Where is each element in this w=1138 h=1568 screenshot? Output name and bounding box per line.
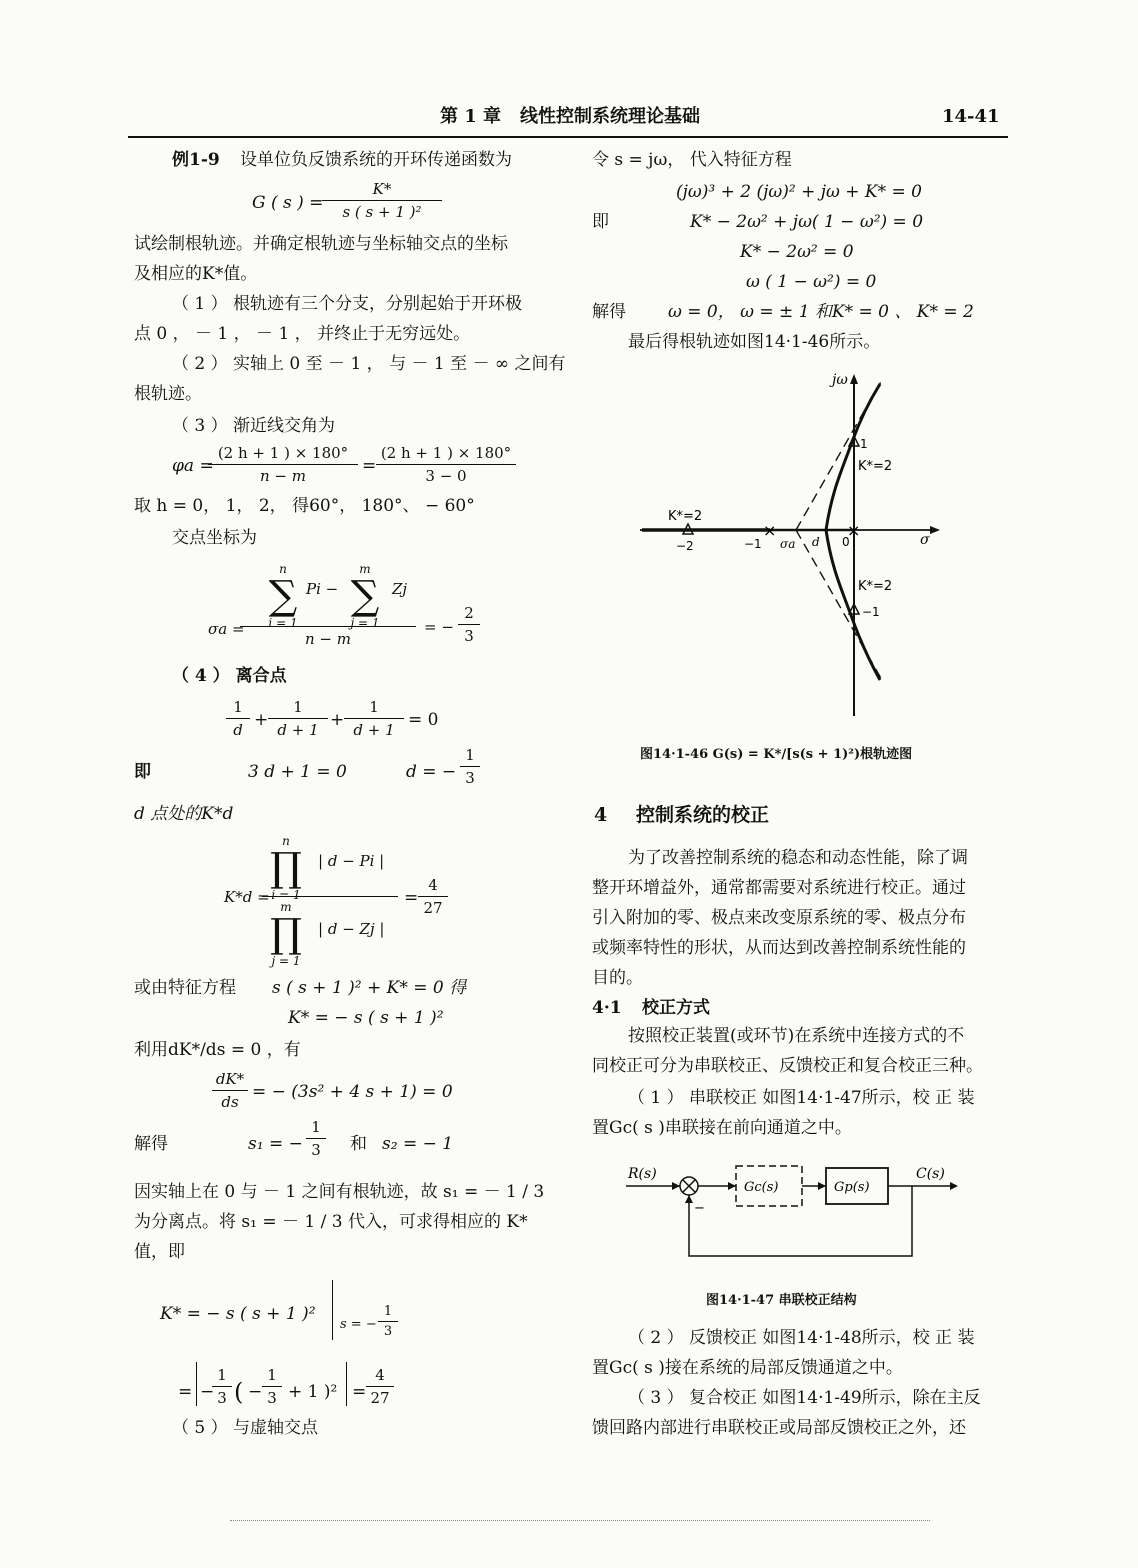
k1-at-den: 3 [383, 1324, 393, 1339]
sum-2-top: m [359, 562, 371, 576]
fig46-caption: 图14·1-46 G(s) = K*/[s(s + 1)²)根轨迹图 [640, 747, 913, 762]
sum-2-term: Zj [392, 580, 408, 598]
s1-lhs: s₁ = − [248, 1134, 303, 1154]
fraction-bar [458, 624, 480, 625]
k2-result [366, 1366, 394, 1407]
feedback-path [689, 1186, 912, 1256]
para2-line2: 同校正可分为串联校正、反馈校正和复合校正三种。 [592, 1056, 983, 1076]
k2-a-den: 3 [217, 1389, 227, 1407]
task-line-2: 及相应的K*值。 [134, 264, 258, 284]
sigma-lhs: σa = [208, 620, 245, 638]
k2-result-num: 4 [375, 1366, 385, 1384]
d-value-fraction [460, 746, 480, 787]
fraction-bar [366, 1386, 394, 1387]
d-frac-1 [226, 698, 250, 739]
pole-minus-one: × [763, 521, 777, 540]
eval-bar [332, 1280, 333, 1340]
fraction-bar [208, 464, 358, 465]
prod-2-bottom: j = 1 [271, 954, 301, 968]
because-line-3: 值，即 [134, 1242, 185, 1262]
k2-a-fraction [212, 1366, 232, 1407]
section-title: 控制系统的校正 [636, 804, 770, 826]
root-locus-figure [620, 360, 950, 730]
sum-1-bottom: i = 1 [268, 616, 298, 630]
output-label: C(s) [916, 1166, 945, 1182]
kd-value-num: 4 [428, 876, 438, 894]
kd-fraction-bar [262, 896, 398, 897]
k2-b-num: 1 [267, 1366, 277, 1384]
chapter-title: 线性控制系统理论基础 [520, 106, 700, 127]
eq-3: K* − 2ω² = 0 [740, 242, 854, 262]
kd-value-den: 27 [423, 899, 443, 917]
gs-den: s ( s + 1 )² [342, 203, 422, 221]
step-1-line-b: 点 0 ， － 1 ， － 1 ， 并终止于无穷远处。 [134, 324, 471, 344]
k2-eq: = [352, 1382, 367, 1402]
para1-line5: 目的。 [592, 968, 643, 988]
label-minus-two: −2 [676, 539, 694, 553]
para1-line4: 或频率特性的形状，从而达到改善控制系统性能的 [592, 938, 966, 958]
input-arrow [672, 1182, 680, 1190]
para3-line2: 置Gc( s )串联接在前向通道之中。 [592, 1118, 852, 1138]
para2-line1: 按照校正装置(或环节)在系统中连接方式的不 [628, 1026, 965, 1046]
ji-label-right: 即 [592, 212, 609, 232]
gs-num: K* [372, 180, 392, 198]
d-frac-1-den: d [233, 721, 243, 739]
sigma-den: n − m [305, 630, 351, 648]
fraction-bar [378, 1321, 398, 1322]
d-value-den: 3 [465, 769, 475, 787]
eq-4: ω ( 1 − ω²) = 0 [746, 272, 877, 292]
d-frac-2-num: 1 [293, 698, 303, 716]
bottom-rule [230, 1520, 930, 1521]
sum-to-gc-arrow [728, 1182, 736, 1190]
abs-bar-right [346, 1362, 347, 1406]
fraction-bar [460, 766, 480, 767]
input-label: R(s) [628, 1166, 657, 1182]
fraction-bar [262, 1386, 282, 1387]
d-frac-3 [344, 698, 404, 739]
ji-eq: 3 d + 1 = 0 [248, 762, 347, 782]
prod-2-term: | d − Zj | [318, 920, 385, 938]
kd-value [418, 876, 448, 917]
gs-fraction [322, 180, 442, 221]
phi-num-1: (2 h + 1 ) × 180° [217, 444, 349, 462]
jw-label: jω [832, 372, 848, 388]
fraction-bar [306, 1138, 326, 1139]
dk-num: dK* [215, 1070, 245, 1088]
sum-symbol: ∑ [268, 573, 298, 619]
s1-num: 1 [311, 1118, 321, 1136]
para1-line3: 引入附加的零、极点来改变原系统的零、极点分布 [592, 908, 966, 928]
phi-num-2: (2 h + 1 ) × 180° [380, 444, 512, 462]
sum-2-bottom: j = 1 [350, 616, 380, 630]
fraction-bar [344, 718, 404, 719]
kd-lhs: K*d = [224, 888, 270, 906]
para3-line1: （ 1 ） 串联校正 如图14·1-47所示，校 正 装 [628, 1088, 975, 1108]
chapter-number: 第 1 章 [440, 106, 502, 127]
k2-b-den: 3 [267, 1389, 277, 1407]
solution: ω = 0， ω = ± 1 和K* = 0 、 K* = 2 [668, 302, 974, 322]
series-compensation-diagram [620, 1160, 970, 1270]
dk-rhs: = − (3s² + 4 s + 1) = 0 [252, 1082, 453, 1102]
because-line-1: 因实轴上在 0 与 － 1 之间有根轨迹，故 s₁ = － 1 / 3 [134, 1182, 545, 1202]
fraction-bar [418, 896, 448, 897]
k2-lhs: = [178, 1382, 193, 1402]
feedback-arrow [685, 1195, 693, 1203]
phi-fraction-2 [376, 444, 516, 485]
k1-at-fraction [378, 1304, 398, 1339]
imag-axis-arrow [850, 374, 858, 384]
d-frac-3-num: 1 [369, 698, 379, 716]
step-5: （ 5 ） 与虚轴交点 [172, 1418, 319, 1438]
para5-line2: 馈回路内部进行串联校正或局部反馈校正之外，还 [592, 1418, 966, 1438]
gc-to-gp-arrow [818, 1182, 826, 1190]
section-number: 4 [594, 804, 608, 826]
pole-origin: × [847, 521, 861, 540]
d-value-num: 1 [465, 746, 475, 764]
prod-1-top: n [282, 834, 290, 848]
step-2-line-b: 根轨迹。 [134, 384, 202, 404]
page-number: 14-41 [942, 106, 1000, 127]
gp-label: Gp(s) [834, 1180, 870, 1195]
output-arrow [950, 1182, 958, 1190]
kd-eq: = [404, 888, 419, 908]
k2-result-den: 27 [370, 1389, 390, 1407]
sum-2 [340, 562, 390, 630]
para1-line1: 为了改善控制系统的稳态和动态性能，除了调 [628, 848, 968, 868]
phi-eq: = [362, 456, 377, 476]
dk-den: ds [221, 1093, 239, 1111]
eq-1: (jω)³ + 2 (jω)² + jω + K* = 0 [676, 182, 923, 202]
plus-1: + [254, 710, 269, 730]
solve-label-right: 解得 [592, 302, 626, 322]
k2-minus-2: − [248, 1382, 263, 1402]
sum-1-top: n [279, 562, 287, 576]
fraction-bar [212, 1386, 232, 1387]
label-minus-one-axis: −1 [744, 537, 762, 551]
because-line-2: 为分离点。将 s₁ = － 1 / 3 代入，可求得相应的 K* [134, 1212, 528, 1232]
final-sentence: 最后得根轨迹如图14·1-46所示。 [628, 332, 881, 352]
para4-line1: （ 2 ） 反馈校正 如图14·1-48所示，校 正 装 [628, 1328, 975, 1348]
prod-2 [266, 900, 306, 968]
k1-at: s = − [340, 1317, 377, 1332]
para5-line1: （ 3 ） 复合校正 如图14·1-49所示，除在主反 [628, 1388, 981, 1408]
d-frac-2 [268, 698, 328, 739]
example-label: 例1-9 [172, 150, 220, 170]
kstar-top-label: K*=2 [858, 459, 893, 474]
fig47-caption: 图14·1-47 串联校正结构 [706, 1293, 857, 1308]
kd-label: d 点处的K*d [134, 804, 234, 824]
fraction-bar [268, 718, 328, 719]
sum-1-term: Pi − [306, 580, 339, 598]
k2-b-fraction [262, 1366, 282, 1407]
prod-symbol: ∏ [270, 845, 302, 891]
d-frac-2-den: d + 1 [277, 721, 319, 739]
k2-mid: + 1 )² [288, 1382, 338, 1402]
s1-fraction [306, 1118, 326, 1159]
d-frac-3-den: d + 1 [353, 721, 395, 739]
para4-line2: 置Gc( s )接在系统的局部反馈通道之中。 [592, 1358, 903, 1378]
sigma-fraction-bar [240, 626, 416, 627]
minus-sign: − [694, 1201, 705, 1216]
gs-lhs: G ( s ) = [252, 193, 324, 213]
s2-value: s₂ = − 1 [382, 1134, 454, 1154]
label-d: d [812, 535, 820, 549]
sigma-eq: = − [424, 618, 454, 636]
abs-bar-left [196, 1362, 197, 1406]
solve-label-left: 解得 [134, 1134, 168, 1154]
d-value-lhs: d = − [406, 762, 457, 782]
label-minus-one: −1 [862, 605, 880, 619]
step-3: （ 3 ） 渐近线交角为 [172, 416, 336, 436]
fraction-bar [376, 464, 516, 465]
prod-2-top: m [280, 900, 292, 914]
k1-at-num: 1 [383, 1304, 393, 1319]
subsection-number: 4·1 [592, 998, 622, 1018]
sum-symbol: ∑ [350, 573, 380, 619]
char-k: K* = − s ( s + 1 )² [288, 1008, 444, 1028]
phi-den-1: n − m [260, 467, 306, 485]
sigma-result-den: 3 [464, 627, 474, 645]
phi-lhs: φa = [172, 456, 214, 476]
para1-line2: 整开环增益外，通常都需要对系统进行校正。通过 [592, 878, 966, 898]
phi-den-2: 3 − 0 [425, 467, 467, 485]
prod-symbol: ∏ [270, 911, 302, 957]
k2-a-num: 1 [217, 1366, 227, 1384]
let-s: 令 s = jω， 代入特征方程 [592, 150, 792, 170]
real-axis-arrow [930, 526, 940, 534]
label-sigma-a: σa [780, 537, 796, 551]
char-label: 或由特征方程 [134, 978, 236, 998]
plus-2: + [330, 710, 345, 730]
dk-fraction [212, 1070, 248, 1111]
sigma-result [458, 604, 480, 645]
d-frac-1-num: 1 [233, 698, 243, 716]
phi-fraction-1 [208, 444, 358, 485]
label-zero: 0 [842, 535, 850, 549]
eq-2: K* − 2ω² + jω( 1 − ω²) = 0 [690, 212, 924, 232]
kstar-left-label: K*=2 [668, 509, 703, 524]
eq-zero: = 0 [408, 710, 439, 730]
sigma-label: σ [920, 532, 930, 548]
s1-den: 3 [311, 1141, 321, 1159]
step-4: （ 4 ） 离合点 [172, 666, 287, 686]
k2-paren-open: ( [234, 1378, 244, 1406]
step-1-line-a: （ 1 ） 根轨迹有三个分支，分别起始于开环极 [172, 294, 523, 314]
header-rule [128, 136, 1008, 138]
subsection-title: 校正方式 [642, 998, 710, 1018]
label-one: 1 [860, 437, 868, 451]
sum-1 [258, 562, 308, 630]
use-dk: 利用dK*/ds = 0 ，有 [134, 1040, 301, 1060]
kstar-bottom-label: K*=2 [858, 579, 893, 594]
fraction-bar [322, 200, 442, 201]
and-word: 和 [350, 1134, 367, 1154]
ji-label-left: 即 [134, 762, 151, 782]
prod-1-bottom: i = 1 [271, 888, 301, 902]
k1-lhs: K* = − s ( s + 1 )² [160, 1304, 316, 1324]
k2-minus-1: − [200, 1382, 215, 1402]
intersect-label: 交点坐标为 [172, 528, 257, 548]
fraction-bar [226, 718, 250, 719]
fraction-bar [212, 1090, 248, 1091]
prod-1-term: | d − Pi | [318, 852, 385, 870]
gc-label: Gc(s) [744, 1180, 779, 1195]
sigma-result-num: 2 [464, 604, 474, 622]
prod-1 [266, 834, 306, 902]
char-eq: s ( s + 1 )² + K* = 0 得 [272, 978, 467, 998]
task-line-1: 试绘制根轨迹。并确定根轨迹与坐标轴交点的坐标 [134, 234, 508, 254]
take-k: 取 h = 0， 1， 2， 得60°， 180°、 − 60° [134, 496, 475, 516]
example-intro: 设单位负反馈系统的开环传递函数为 [240, 150, 512, 170]
step-2-line-a: （ 2 ） 实轴上 0 至 － 1 ， 与 － 1 至 － ∞ 之间有 [172, 354, 566, 374]
